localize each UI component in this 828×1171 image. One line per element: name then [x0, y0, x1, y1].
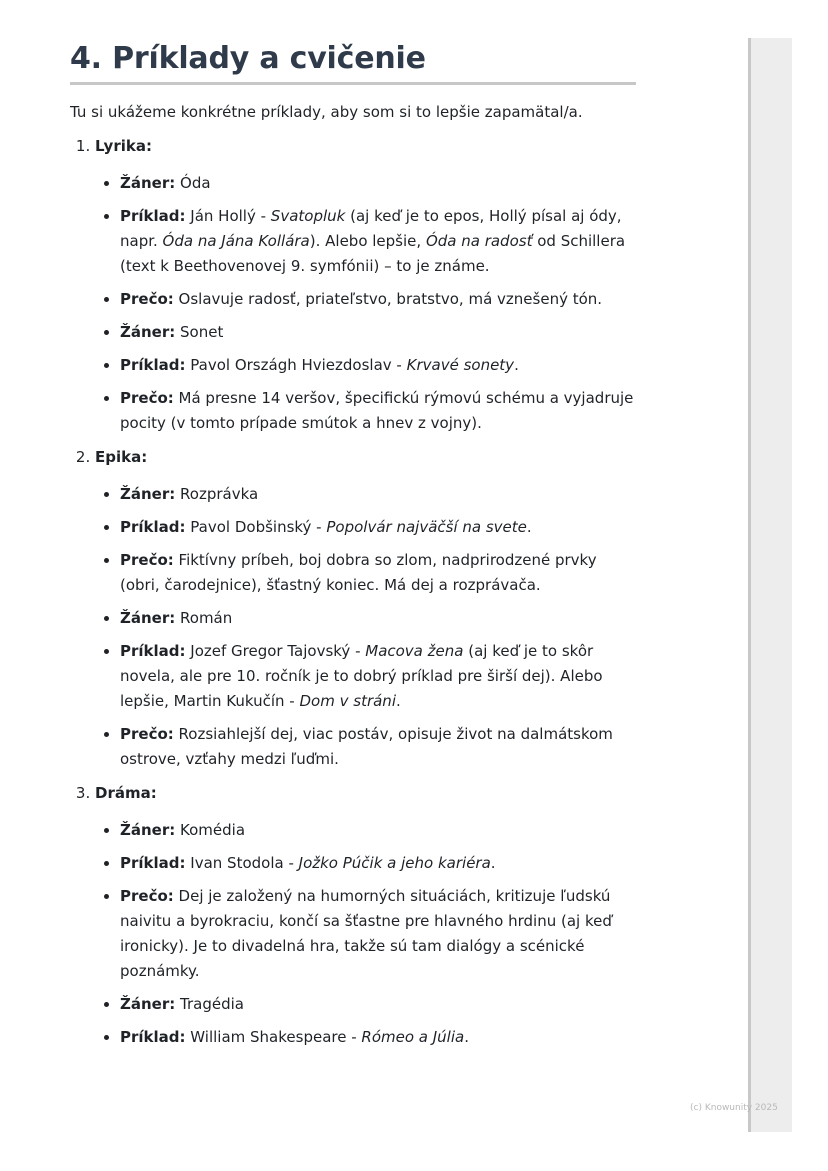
intro-text: Tu si ukážeme konkrétne príklady, aby som si to lepšie zapamätal/a. — [70, 103, 583, 121]
work-title: Svatopluk — [270, 207, 346, 225]
item-text: . — [514, 356, 519, 374]
item-text: (aj keď je to skôr novela, ale pre 10. ročník je to dobrý príklad pre širší dej). Alebo lepšie, Martin Kukučín - — [120, 642, 603, 710]
work-title: Dom v stráni — [299, 692, 396, 710]
list-item — [120, 482, 636, 507]
item-label: Prečo: — [120, 551, 174, 569]
list-item — [120, 851, 636, 876]
section-title: Lyrika: — [95, 137, 152, 155]
section-title: Dráma: — [95, 784, 157, 802]
section-lyrika — [95, 134, 636, 436]
work-title: Óda na radosť — [425, 232, 533, 250]
item-text: . — [464, 1028, 469, 1046]
list-item — [120, 818, 636, 843]
item-label: Príklad: — [120, 207, 186, 225]
page-title: 4. Príklady a cvičenie — [70, 38, 636, 85]
item-text: William Shakespeare - — [185, 1028, 362, 1046]
item-label: Príklad: — [120, 642, 186, 660]
item-text: Rozsiahlejší dej, viac postáv, opisuje život na dalmátskom ostrove, vzťahy medzi ľuďmi. — [120, 725, 613, 768]
item-text: Tragédia — [175, 995, 244, 1013]
item-label: Žáner: — [120, 609, 176, 627]
item-label: Príklad: — [120, 854, 186, 872]
item-label: Príklad: — [120, 356, 186, 374]
work-title: Óda na Jána Kollára — [162, 232, 310, 250]
item-text: . — [490, 854, 496, 872]
item-text: Jozef Gregor Tajovský - — [185, 642, 366, 660]
work-title: Macova žena — [365, 642, 464, 660]
item-label: Žáner: — [120, 174, 176, 192]
list-item — [120, 606, 636, 631]
section-drama — [95, 781, 636, 1050]
item-text: Ivan Stodola - — [185, 854, 299, 872]
item-label: Prečo: — [120, 887, 174, 905]
list-item — [120, 204, 636, 279]
item-text: Dej je založený na humorných situáciách, kritizuje ľudskú naivitu a byrokraciu, končí sa šťastne pre hlavného hrdinu (aj keď ironicky). Je to divadelná hra, takže sú tam dialógy a scénické poznámky. — [120, 887, 612, 980]
item-label: Príklad: — [120, 1028, 186, 1046]
page-content — [70, 38, 636, 1050]
list-item — [120, 992, 636, 1017]
list-item — [120, 722, 636, 772]
item-label: Prečo: — [120, 290, 174, 308]
item-text: Komédia — [175, 821, 246, 839]
work-title: Krvavé sonety — [406, 356, 515, 374]
item-text: Rozprávka — [175, 485, 259, 503]
list-item — [120, 639, 636, 714]
item-text: . — [526, 518, 532, 536]
list-item — [120, 287, 636, 312]
list-item — [120, 320, 636, 345]
item-text: Má presne 14 veršov, špecifickú rýmovú schému a vyjadruje pocity (v tomto prípade smútok a hnev z vojny). — [120, 389, 634, 432]
work-title: Popolvár najväčší na svete — [326, 518, 527, 536]
work-title: Jožko Púčik a jeho kariéra — [298, 854, 491, 872]
item-label: Žáner: — [120, 995, 176, 1013]
copyright-footer: (c) Knowunity 2025 — [690, 1103, 778, 1113]
item-label: Príklad: — [120, 518, 186, 536]
item-text: . — [395, 692, 401, 710]
item-text: Román — [175, 609, 233, 627]
item-text: od Schillera (text k Beethovenovej 9. symfónii) – to je známe. — [120, 232, 626, 275]
item-label: Žáner: — [120, 485, 176, 503]
section-items — [95, 818, 636, 1050]
item-text: Sonet — [175, 323, 224, 341]
list-item — [120, 515, 636, 540]
item-text: Oslavuje radosť, priateľstvo, bratstvo, má vznešený tón. — [173, 290, 603, 308]
item-text: Ján Hollý - — [185, 207, 271, 225]
item-label: Žáner: — [120, 323, 176, 341]
list-item — [120, 386, 636, 436]
item-text: (aj keď je to epos, Hollý písal aj ódy, napr. — [120, 207, 622, 250]
item-label: Prečo: — [120, 389, 174, 407]
list-item — [120, 353, 636, 378]
list-item — [120, 1025, 636, 1050]
section-items — [95, 482, 636, 772]
section-title: Epika: — [95, 448, 148, 466]
genre-list — [70, 134, 636, 1050]
section-epika — [95, 445, 636, 772]
item-text: Pavol Dobšinský - — [185, 518, 327, 536]
item-text: Óda — [175, 174, 211, 192]
list-item — [120, 884, 636, 984]
section-items — [95, 171, 636, 436]
list-item — [120, 171, 636, 196]
item-text: ). Alebo lepšie, — [309, 232, 426, 250]
item-text: Fiktívny príbeh, boj dobra so zlom, nadprirodzené prvky (obri, čarodejnice), šťastný koniec. Má dej a rozprávača. — [120, 551, 597, 594]
list-item — [120, 548, 636, 598]
page-side-panel — [748, 38, 792, 1132]
work-title: Rómeo a Júlia — [361, 1028, 465, 1046]
item-label: Žáner: — [120, 821, 176, 839]
item-text: Pavol Országh Hviezdoslav - — [185, 356, 407, 374]
item-label: Prečo: — [120, 725, 174, 743]
